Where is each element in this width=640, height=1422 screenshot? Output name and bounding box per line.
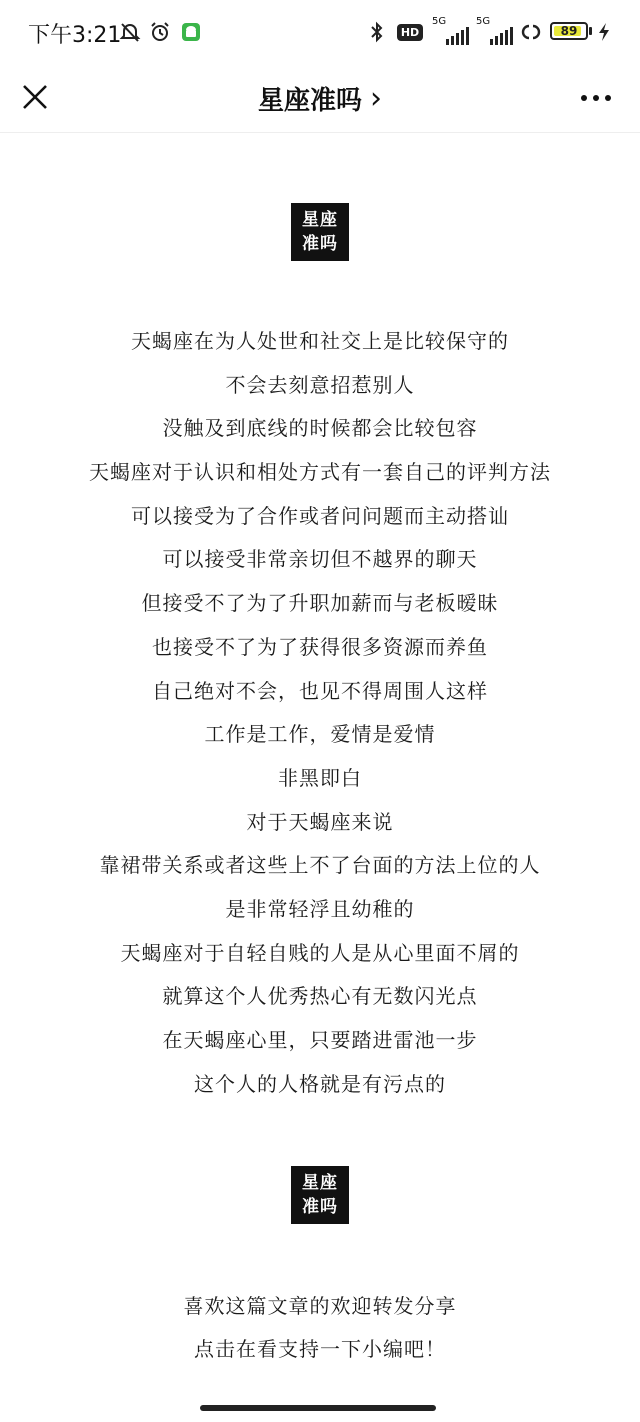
bluetooth-icon — [366, 18, 388, 46]
signal-strength-icon-2: 5G — [474, 18, 514, 46]
home-indicator-bar[interactable] — [200, 1405, 436, 1411]
battery-icon: 89 — [550, 22, 588, 40]
article-line: 非黑即白 — [278, 765, 362, 790]
article-line: 自己绝对不会，也见不得周围人这样 — [152, 678, 488, 703]
article-line: 天蝎座对于认识和相处方式有一套自己的评判方法 — [89, 460, 551, 485]
footer-cta — [0, 1285, 640, 1371]
article-line: 没触及到底线的时候都会比较包容 — [162, 416, 478, 441]
chevron-right-icon: › — [370, 81, 382, 116]
logo-line-2: 准吗 — [302, 1197, 338, 1217]
logo-line-1: 星座 — [302, 210, 338, 230]
article-line: 就算这个人优秀热心有无数闪光点 — [162, 984, 478, 1009]
article-line: 对于天蝎座来说 — [246, 809, 394, 834]
alarm-clock-icon — [148, 18, 172, 46]
more-dot-icon — [593, 95, 599, 101]
status-bar — [0, 0, 640, 64]
article-line: 也接受不了为了获得很多资源而养鱼 — [152, 634, 488, 659]
article-line: 在天蝎座心里，只要踏进雷池一步 — [162, 1028, 478, 1052]
more-options-button[interactable] — [572, 78, 620, 118]
article-line: 不会去刻意招惹别人 — [225, 372, 415, 397]
article-line: 天蝎座在为人处世和社交上是比较保守的 — [131, 329, 509, 353]
footer-line: 点击在看支持一下小编吧！ — [194, 1337, 446, 1361]
account-logo — [291, 203, 349, 261]
charging-bolt-icon — [596, 18, 612, 46]
logo-line-1: 星座 — [302, 1173, 338, 1193]
page-title: 星座准吗 — [257, 86, 362, 116]
article-line: 这个人的人格就是有污点的 — [194, 1071, 446, 1096]
article-line: 可以接受为了合作或者问问题而主动搭讪 — [131, 503, 509, 528]
more-dot-icon — [581, 95, 587, 101]
battery-tip — [589, 27, 592, 35]
account-title-link[interactable] — [258, 80, 382, 117]
article-body — [0, 320, 640, 1106]
mute-bell-icon — [118, 18, 142, 46]
more-dot-icon — [605, 95, 611, 101]
article-line: 是非常轻浮且幼稚的 — [225, 896, 415, 921]
hd-voice-icon: HD — [396, 18, 424, 46]
nav-bar — [0, 64, 640, 133]
hotspot-link-icon — [518, 18, 544, 46]
logo-line-2: 准吗 — [302, 234, 338, 254]
android-notification-icon — [180, 18, 202, 46]
status-time: 下午3:21 — [28, 23, 122, 48]
article-line: 工作是工作，爱情是爱情 — [204, 722, 436, 747]
signal-strength-icon: 5G — [430, 18, 470, 46]
footer-line: 喜欢这篇文章的欢迎转发分享 — [183, 1294, 457, 1318]
article-line: 靠裙带关系或者这些上不了台面的方法上位的人 — [99, 853, 541, 878]
account-logo-footer — [291, 1166, 349, 1224]
article-line: 但接受不了为了升职加薪而与老板暧昧 — [141, 591, 499, 616]
article-line: 可以接受非常亲切但不越界的聊天 — [162, 547, 478, 572]
article-line: 天蝎座对于自轻自贱的人是从心里面不屑的 — [120, 940, 520, 965]
